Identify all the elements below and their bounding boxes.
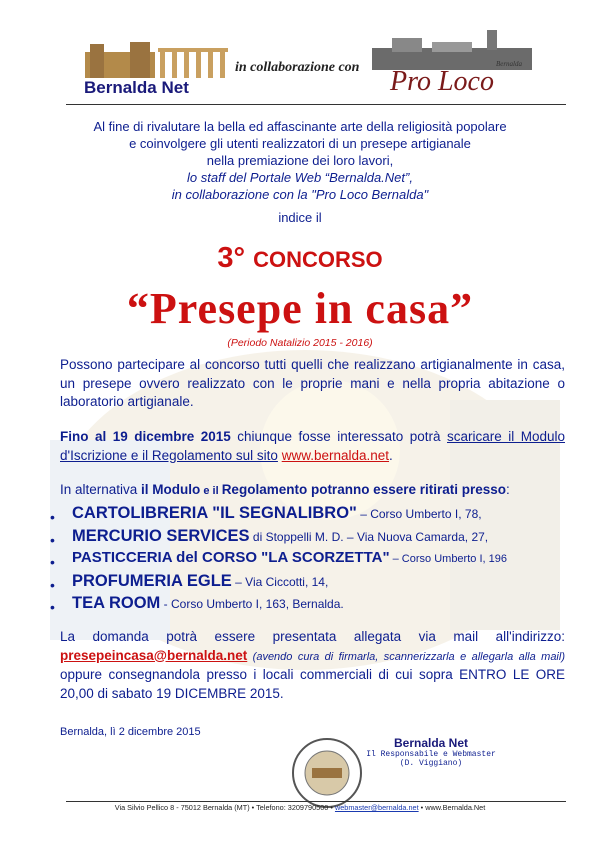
signature-logo-text: Bernalda Net: [393, 736, 469, 750]
alt-text-a: In alternativa: [60, 482, 142, 497]
header-divider: [66, 104, 566, 105]
shop-address: – Corso Umberto I, 78,: [356, 507, 482, 521]
alt-text-b: il Modulo: [141, 482, 201, 497]
pro-loco-logo-text: Pro Loco: [390, 66, 494, 97]
contest-main-title: “Presepe in casa”: [126, 284, 474, 333]
shop-name: PROFUMERIA EGLE: [72, 571, 232, 590]
bernalda-net-logo: [80, 38, 230, 98]
shop-name: TEA ROOM: [72, 594, 161, 612]
footer-email-link[interactable]: webmaster@bernalda.net: [334, 803, 419, 812]
bullet-icon: •: [50, 509, 55, 525]
list-item: [50, 571, 580, 594]
intro-line-1: Al fine di rivalutare la bella ed affascinante arte della religiosità popolare: [93, 119, 507, 134]
contest-email-link[interactable]: presepeincasa@bernalda.net: [60, 647, 248, 663]
shop-name: PASTICCERIA del CORSO "LA SCORZETTA": [72, 549, 390, 566]
paragraph-deadline: Fino al 19 dicembre 2015 chiunque fosse interessato potrà scaricare il Modulo d'Iscrizione e il Regolamento sul sito www.bernalda.net.: [60, 429, 565, 463]
intro-line-2: e coinvolgere gli utenti realizzatori di un presepe artigianale: [129, 136, 471, 151]
document-date: Bernalda, lì 2 dicembre 2015: [60, 726, 201, 738]
site-link[interactable]: www.bernalda.net: [281, 447, 390, 463]
intro-text: [40, 118, 560, 226]
bullet-icon: •: [50, 531, 55, 548]
footer-address: Via Silvio Pellico 8 - 75012 Bernalda (MT) • Telefono: 3209790500 •: [114, 803, 335, 812]
download-link[interactable]: scaricare il Modulo d'Iscrizione e il Regolamento sul sito: [60, 429, 565, 463]
footer: [0, 803, 600, 812]
submission-text-a: La domanda potrà essere presentata allegata via mail all'indirizzo:: [60, 629, 565, 644]
bullet-icon: •: [50, 554, 55, 570]
signature-block: [366, 736, 496, 768]
bernalda-net-logo-text: Bernalda Net: [84, 78, 189, 97]
stamp-icon: [290, 736, 364, 810]
paragraph-submission: [60, 628, 565, 703]
list-item: [50, 593, 580, 616]
footer-divider: [66, 801, 566, 802]
intro-line-4: lo staff del Portale Web “Bernalda.Net”,: [187, 170, 413, 185]
shop-name: MERCURIO SERVICES: [72, 526, 250, 545]
submission-text-c: oppure consegnandola presso i locali commerciali di cui sopra ENTRO LE ORE 20,00 di sabato 19 DICEMBRE 2015.: [60, 667, 565, 701]
contest-number-title: [0, 242, 600, 275]
pro-loco-sub: Bernalda: [495, 60, 522, 68]
alt-text-e: :: [506, 482, 510, 497]
contest-number: 3°: [217, 242, 246, 274]
intro-line-5: in collaborazione con la "Pro Loco Bernalda": [171, 187, 429, 202]
alt-text-c: e il: [200, 485, 222, 497]
deadline-text: chiunque fosse interessato potrà: [230, 429, 447, 444]
intro-line-6: indice il: [278, 210, 322, 225]
collaboration-text: in collaborazione con: [235, 60, 360, 75]
alt-text-d: Regolamento potranno essere ritirati presso: [221, 482, 507, 497]
temple-icon: [80, 38, 230, 80]
deadline-bold: Fino al 19 dicembre 2015: [60, 429, 231, 444]
paragraph-participation: Possono partecipare al concorso tutti quelli che realizzano artigianalmente in casa, un presepe ovvero realizzato con le proprie mani e nella propria abitazione o laboratorio artigianale.: [60, 357, 565, 409]
list-item: [50, 526, 580, 549]
footer-site: • www.Bernalda.Net: [418, 803, 486, 812]
contest-word: CONCORSO: [253, 247, 383, 272]
list-item: [50, 548, 580, 571]
bullet-icon: •: [50, 576, 55, 593]
shop-address: – Via Ciccotti, 14,: [231, 574, 329, 589]
list-item: [50, 503, 580, 526]
submission-text-b: (avendo cura di firmarla, scannerizzarla e allegarla alla mail): [247, 650, 565, 663]
bullet-icon: •: [50, 599, 55, 615]
contest-period: (Periodo Natalizio 2015 - 2016): [227, 337, 373, 349]
shop-address: - Corso Umberto I, 163, Bernalda.: [160, 597, 344, 611]
shop-name: CARTOLIBRERIA "IL SEGNALIBRO": [72, 504, 357, 522]
signature-role: Il Responsabile e Webmaster: [366, 750, 496, 759]
intro-line-3: nella premiazione dei loro lavori,: [206, 153, 394, 168]
shop-address: – Corso Umberto I, 196: [389, 553, 507, 565]
signature-person: (D. Viggiano): [399, 759, 463, 768]
shop-address: di Stoppelli M. D. – Via Nuova Camarda, 27,: [249, 529, 489, 544]
pro-loco-logo: [372, 30, 532, 100]
paragraph-alternative: [60, 481, 565, 501]
shop-list: [50, 503, 580, 616]
